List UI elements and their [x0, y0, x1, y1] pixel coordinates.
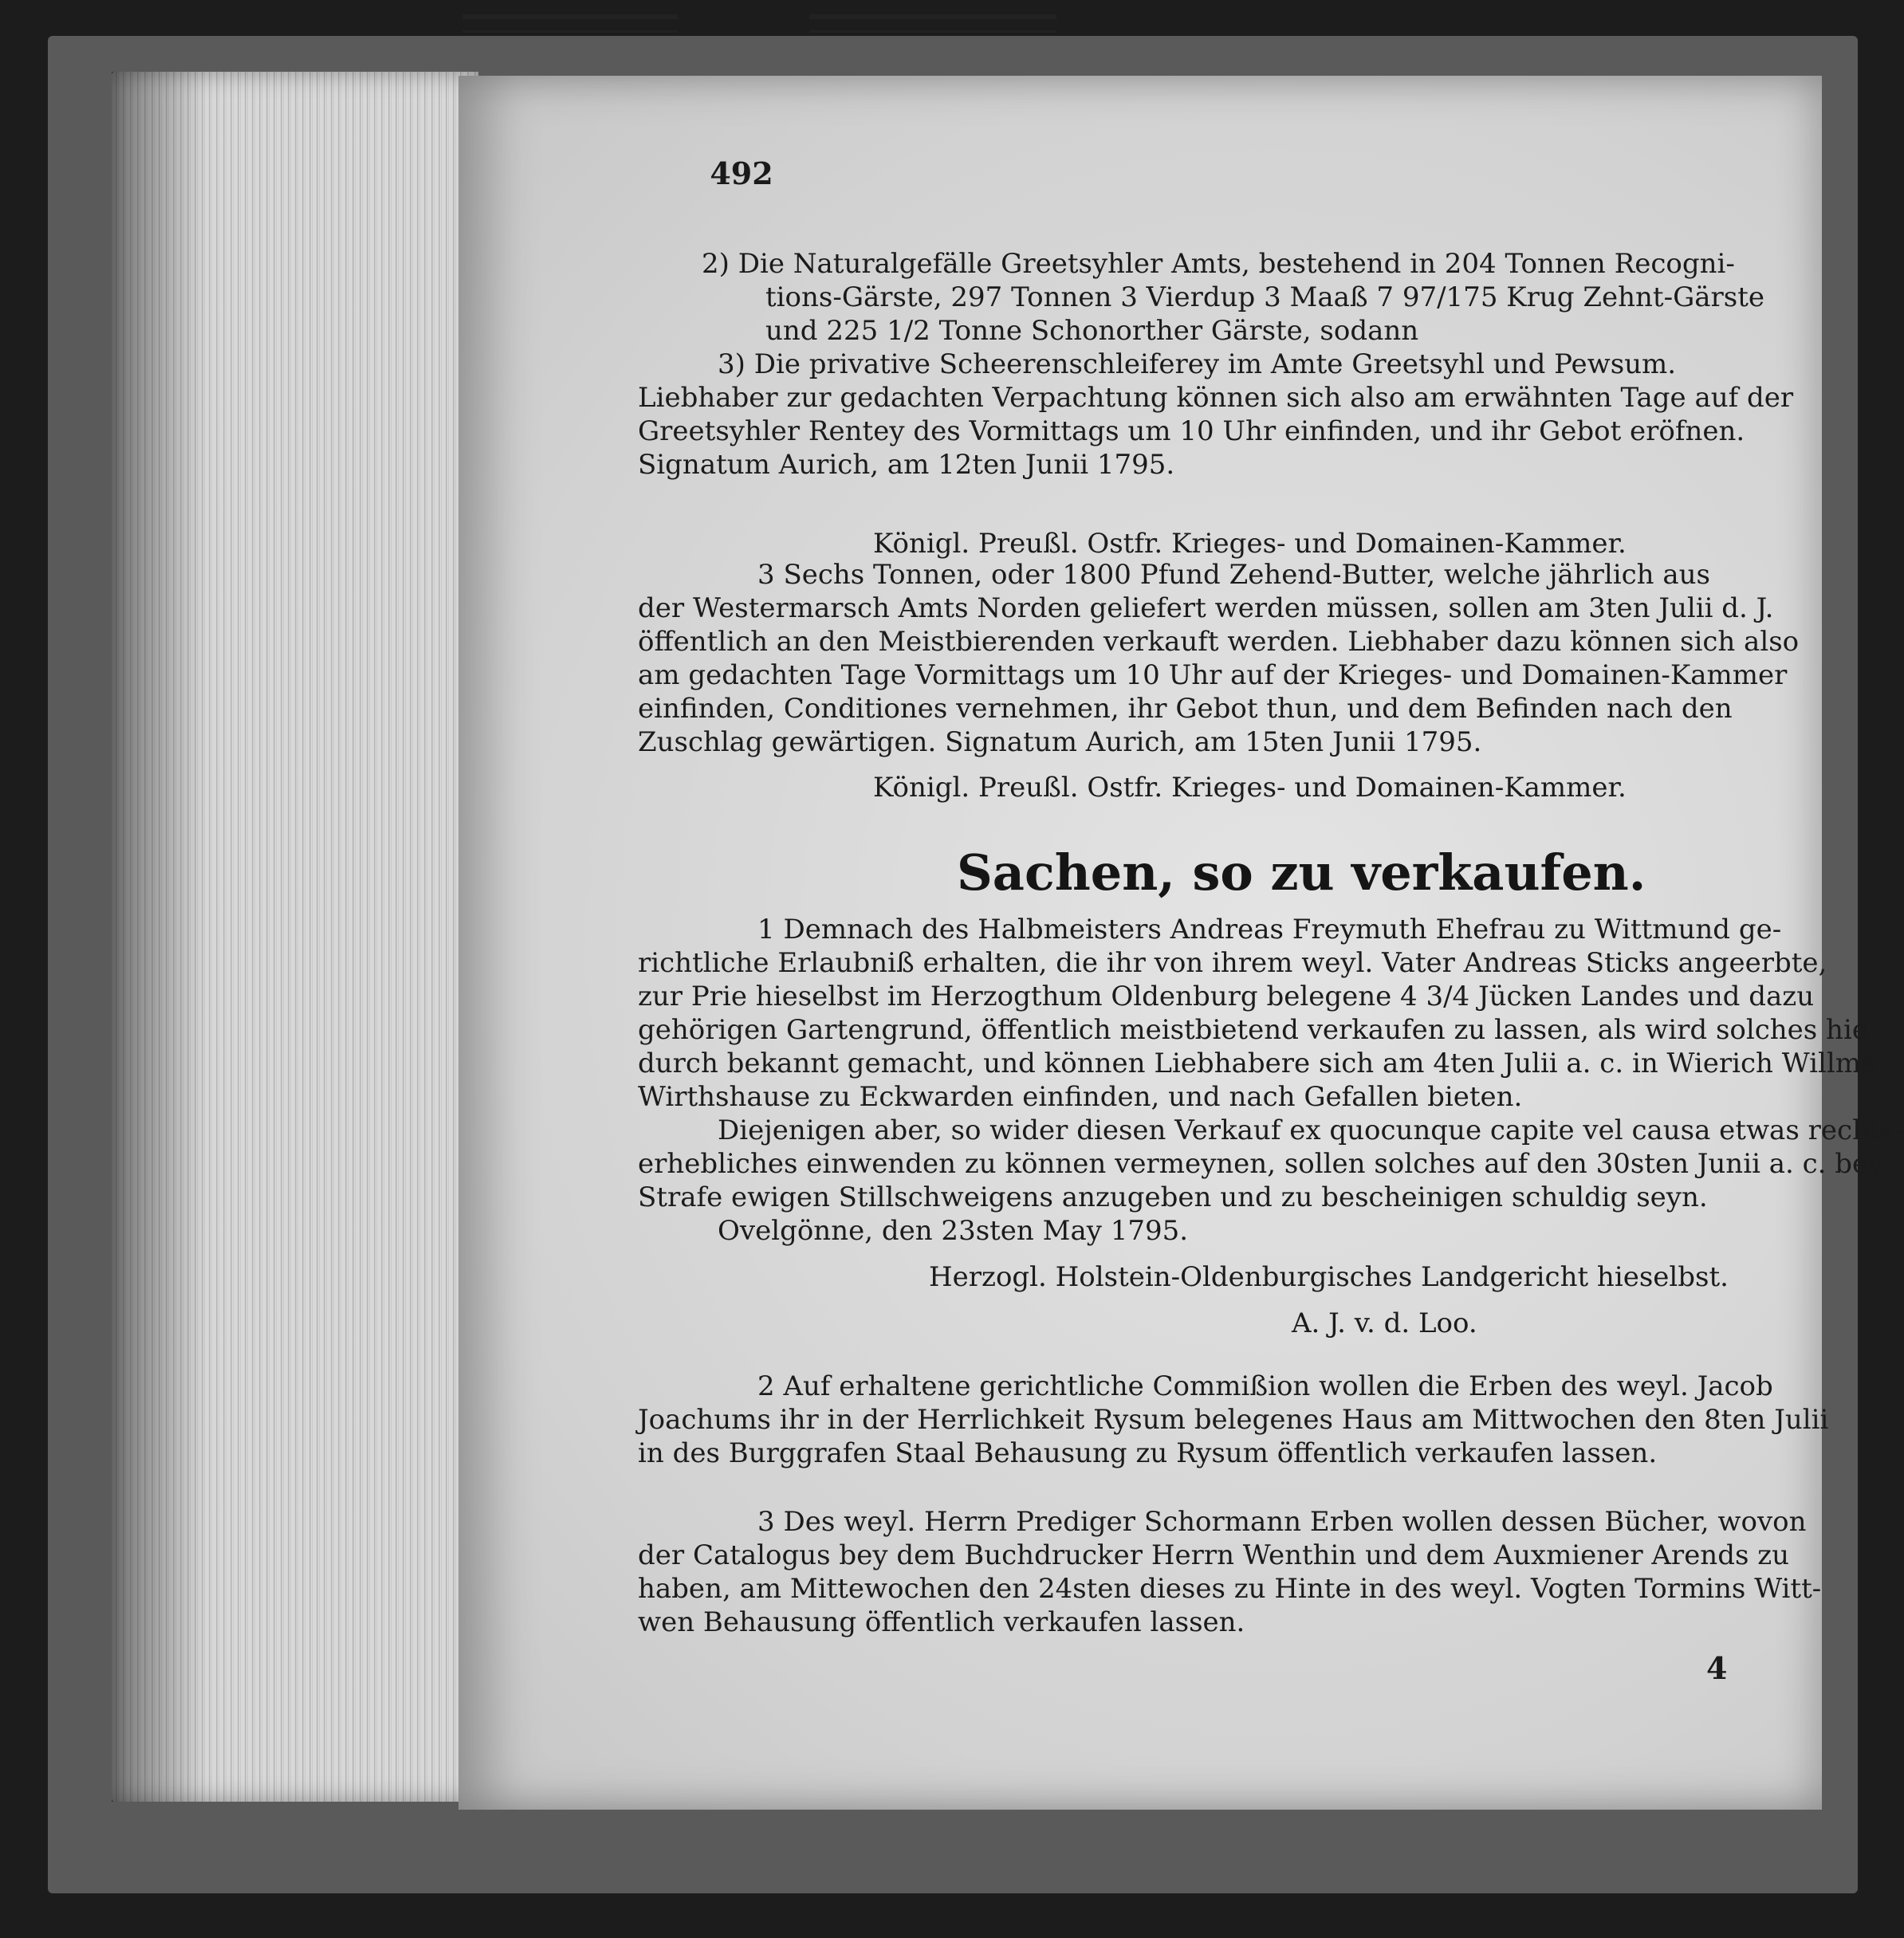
- page-edge-shadow: [112, 72, 207, 1802]
- text-line: Wirthshause zu Eckwarden einfinden, und nach Gefallen bieten.: [638, 1081, 1523, 1113]
- text-line: 3 Des weyl. Herrn Prediger Schormann Erben wollen dessen Bücher, wovon: [757, 1506, 1807, 1538]
- paragraph-schormann-sale: [638, 1505, 1822, 1639]
- paragraph-joachums-sale: [638, 1370, 1829, 1470]
- text-line: in des Burggrafen Staal Behausung zu Rysum öffentlich verkaufen lassen.: [638, 1437, 1658, 1469]
- text-line: Ovelgönne, den 23sten May 1795.: [718, 1215, 1189, 1247]
- signature-loo: A. J. v. d. Loo.: [1292, 1307, 1477, 1339]
- text-line: 1 Demnach des Halbmeisters Andreas Freymuth Ehefrau zu Wittmund ge-: [757, 914, 1782, 945]
- text-line: Joachums ihr in der Herrlichkeit Rysum belegenes Haus am Mittwochen den 8ten Julii: [638, 1404, 1829, 1436]
- text-line: wen Behausung öffentlich verkaufen lassen.: [638, 1606, 1245, 1638]
- text-line: am gedachten Tage Vormittags um 10 Uhr auf der Krieges- und Domainen-Kammer: [638, 659, 1788, 691]
- text-line: tions-Gärste, 297 Tonnen 3 Vierdup 3 Maaß 7 97/175 Krug Zehnt-Gärste: [765, 281, 1764, 313]
- text-line: Greetsyhler Rentey des Vormittags um 10 Uhr einfinden, und ihr Gebot eröfnen.: [638, 415, 1745, 447]
- paragraph-freymuth-sale: [638, 913, 1904, 1248]
- text-line: der Westermarsch Amts Norden geliefert werden müssen, sollen am 3ten Julii d. J.: [638, 592, 1774, 624]
- header-rule-left: [462, 14, 678, 33]
- header-rule-right: [809, 14, 1056, 33]
- text-line: 2 Auf erhaltene gerichtliche Commißion wollen die Erben des weyl. Jacob: [757, 1370, 1773, 1402]
- text-line: erhebliches einwenden zu können vermeynen, sollen solches auf den 30sten Junii a. c. bey: [638, 1148, 1884, 1180]
- signature-kammer-1: Königl. Preußl. Ostfr. Krieges- und Domainen-Kammer.: [873, 528, 1627, 560]
- section-title: Sachen, so zu verkaufen.: [957, 843, 1646, 902]
- signature-kammer-2: Königl. Preußl. Ostfr. Krieges- und Domainen-Kammer.: [873, 772, 1627, 804]
- text-line: zur Prie hieselbst im Herzogthum Oldenburg belegene 4 3/4 Jücken Landes und dazu: [638, 981, 1815, 1012]
- page-number: 492: [710, 155, 773, 191]
- paragraph-butter-sale: [638, 558, 1800, 759]
- text-line: und 225 1/2 Tonne Schonorther Gärste, sodann: [765, 315, 1419, 347]
- text-line: 3) Die privative Scheerenschleiferey im Amte Greetsyhl und Pewsum.: [718, 348, 1677, 380]
- text-line: Diejenigen aber, so wider diesen Verkauf ex quocunque capite vel causa etwas rechts-: [718, 1114, 1904, 1146]
- text-line: durch bekannt gemacht, und können Liebhabere sich am 4ten Julii a. c. in Wierich Willms: [638, 1048, 1875, 1079]
- text-line: Signatum Aurich, am 12ten Junii 1795.: [638, 449, 1175, 481]
- text-line: Liebhaber zur gedachten Verpachtung können sich also am erwähnten Tage auf der: [638, 382, 1794, 414]
- text-line: gehörigen Gartengrund, öffentlich meistbietend verkaufen zu lassen, als wird solches hie-: [638, 1014, 1878, 1046]
- catchword: 4: [1706, 1650, 1728, 1686]
- text-line: einfinden, Conditiones vernehmen, ihr Gebot thun, und dem Befinden nach den: [638, 693, 1733, 725]
- paragraph-naturalgefaelle: [638, 247, 1794, 482]
- text-line: Zuschlag gewärtigen. Signatum Aurich, am 15ten Junii 1795.: [638, 726, 1482, 758]
- text-line: Strafe ewigen Stillschweigens anzugeben und zu bescheinigen schuldig seyn.: [638, 1181, 1708, 1213]
- text-line: 2) Die Naturalgefälle Greetsyhler Amts, bestehend in 204 Tonnen Recogni-: [702, 248, 1735, 280]
- text-line: richtliche Erlaubniß erhalten, die ihr von ihrem weyl. Vater Andreas Sticks angeerbte,: [638, 947, 1827, 979]
- text-line: öffentlich an den Meistbierenden verkauft werden. Liebhaber dazu können sich also: [638, 626, 1800, 658]
- text-line: haben, am Mittewochen den 24sten dieses zu Hinte in des weyl. Vogten Tormins Witt-: [638, 1573, 1822, 1605]
- signature-landgericht: Herzogl. Holstein-Oldenburgisches Landgericht hieselbst.: [929, 1261, 1729, 1293]
- text-line: 3 Sechs Tonnen, oder 1800 Pfund Zehend-Butter, welche jährlich aus: [757, 559, 1710, 591]
- text-line: der Catalogus bey dem Buchdrucker Herrn Wenthin und dem Auxmiener Arends zu: [638, 1539, 1790, 1571]
